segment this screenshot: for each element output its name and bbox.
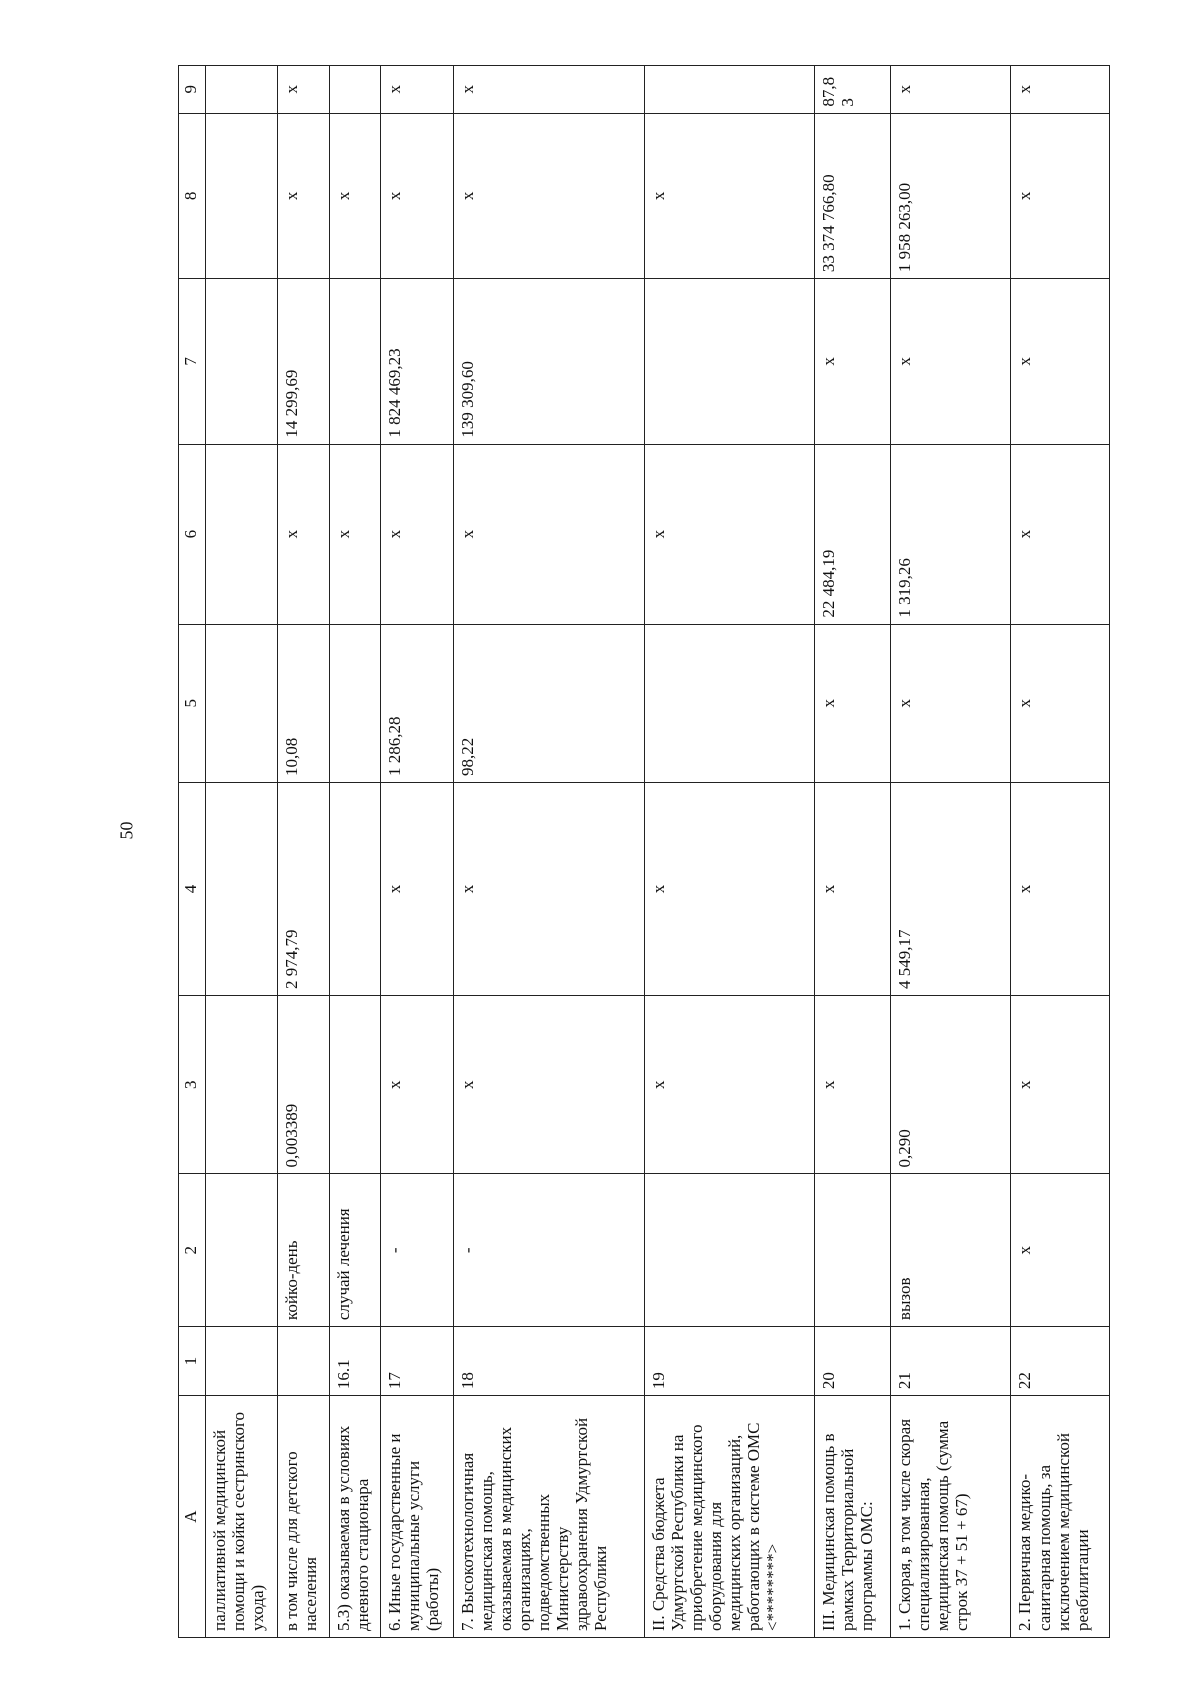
table-cell: 21 <box>891 1327 1011 1396</box>
table-cell: x <box>453 995 644 1174</box>
table-cell: x <box>278 66 329 114</box>
table-cell: x <box>814 995 891 1174</box>
table-cell <box>206 1174 278 1327</box>
table-cell: x <box>278 113 329 279</box>
table-cell <box>206 444 278 624</box>
table-header-row <box>179 66 206 1638</box>
table-cell: x <box>645 444 815 624</box>
table-cell: x <box>645 782 815 995</box>
column-header: 7 <box>179 279 206 445</box>
table-cell: - <box>453 1174 644 1327</box>
column-header: 5 <box>179 624 206 782</box>
table-cell <box>645 279 815 445</box>
table-row <box>645 66 815 1638</box>
table-cell: x <box>1011 66 1110 114</box>
table-cell: 14 299,69 <box>278 279 329 445</box>
table-cell: x <box>814 279 891 445</box>
table-cell: 18 <box>453 1327 644 1396</box>
table-cell: x <box>814 624 891 782</box>
table-cell: x <box>1011 995 1110 1174</box>
table-row <box>206 66 278 1638</box>
table-cell: x <box>1011 782 1110 995</box>
row-label: 2. Первичная медико-санитарная помощь, за исключением медицинской реабилитации <box>1011 1396 1110 1638</box>
table-cell <box>278 1327 329 1396</box>
column-header: 9 <box>179 66 206 114</box>
page-number: 50 <box>116 821 137 840</box>
row-label: II. Средства бюджета Удмуртской Республики на приобретение медицинского оборудования для медицинских организаций, работающих в системе ОМС <********> <box>645 1396 815 1638</box>
table-cell: случай лечения <box>329 1174 380 1327</box>
table-cell <box>645 1174 815 1327</box>
table-cell: x <box>645 995 815 1174</box>
table-cell: x <box>453 444 644 624</box>
table-cell: x <box>381 995 453 1174</box>
row-label: 1. Скорая, в том числе скорая специализированная, медицинская помощь (сумма строк 37 + 51 + 67) <box>891 1396 1011 1638</box>
table-cell: 139 309,60 <box>453 279 644 445</box>
column-header: 4 <box>179 782 206 995</box>
table-cell <box>206 995 278 1174</box>
table-cell: x <box>381 113 453 279</box>
table-row <box>891 66 1011 1638</box>
table-cell <box>329 782 380 995</box>
table-row <box>278 66 329 1638</box>
table-cell: x <box>645 113 815 279</box>
table-cell: x <box>329 444 380 624</box>
table-cell: x <box>329 113 380 279</box>
table-cell: x <box>1011 444 1110 624</box>
column-header: 3 <box>179 995 206 1174</box>
financing-table <box>178 65 1110 1638</box>
row-label: 5.3) оказываемая в условиях дневного стационара <box>329 1396 380 1638</box>
table-cell: x <box>381 444 453 624</box>
table-cell <box>206 66 278 114</box>
table-cell <box>206 279 278 445</box>
table-cell <box>645 66 815 114</box>
table-cell: x <box>1011 624 1110 782</box>
table-cell: 22 <box>1011 1327 1110 1396</box>
table-row <box>1011 66 1110 1638</box>
table-cell: x <box>453 66 644 114</box>
table-cell: x <box>1011 113 1110 279</box>
column-header: 2 <box>179 1174 206 1327</box>
table-cell: x <box>381 782 453 995</box>
table-cell: 0,290 <box>891 995 1011 1174</box>
table-cell <box>329 279 380 445</box>
table-cell: x <box>1011 279 1110 445</box>
table-cell: 1 286,28 <box>381 624 453 782</box>
table-cell <box>329 66 380 114</box>
table-cell <box>645 624 815 782</box>
table-cell: 19 <box>645 1327 815 1396</box>
table-cell: 1 958 263,00 <box>891 113 1011 279</box>
table-cell: 20 <box>814 1327 891 1396</box>
table-cell: 1 824 469,23 <box>381 279 453 445</box>
table-cell: x <box>891 279 1011 445</box>
rotated-table-container <box>178 65 1110 1638</box>
table-cell: 0,003389 <box>278 995 329 1174</box>
row-label: в том числе для детского населения <box>278 1396 329 1638</box>
table-cell: 4 549,17 <box>891 782 1011 995</box>
table-cell: 87,83 <box>814 66 891 114</box>
table-cell <box>206 113 278 279</box>
column-header: 1 <box>179 1327 206 1396</box>
table-cell: койко-день <box>278 1174 329 1327</box>
table-cell: 98,22 <box>453 624 644 782</box>
row-label: 6. Иные государственные и муниципальные услуги (работы) <box>381 1396 453 1638</box>
table-cell: 17 <box>381 1327 453 1396</box>
table-row <box>329 66 380 1638</box>
table-cell: x <box>891 66 1011 114</box>
table-cell: 10,08 <box>278 624 329 782</box>
table-cell <box>206 782 278 995</box>
row-label: III. Медицинская помощь в рамках Территориальной программы ОМС: <box>814 1396 891 1638</box>
table-cell: 1 319,26 <box>891 444 1011 624</box>
table-cell <box>814 1174 891 1327</box>
table-cell: - <box>381 1174 453 1327</box>
table-cell <box>329 995 380 1174</box>
table-cell: x <box>381 66 453 114</box>
table-cell: вызов <box>891 1174 1011 1327</box>
table-row <box>453 66 644 1638</box>
table-cell: x <box>278 444 329 624</box>
table-cell: x <box>453 782 644 995</box>
table-cell: 22 484,19 <box>814 444 891 624</box>
table-cell <box>206 624 278 782</box>
table-cell: 33 374 766,80 <box>814 113 891 279</box>
table-cell: x <box>891 624 1011 782</box>
table-cell: 16.1 <box>329 1327 380 1396</box>
table-cell: x <box>814 782 891 995</box>
table-cell: x <box>1011 1174 1110 1327</box>
table-row <box>814 66 891 1638</box>
column-header: 8 <box>179 113 206 279</box>
table-cell: x <box>453 113 644 279</box>
table-row <box>381 66 453 1638</box>
table-cell: 2 974,79 <box>278 782 329 995</box>
column-header: A <box>179 1396 206 1638</box>
row-label: паллиативной медицинской помощи и койки сестринского ухода) <box>206 1396 278 1638</box>
column-header: 6 <box>179 444 206 624</box>
table-cell <box>206 1327 278 1396</box>
table-cell <box>329 624 380 782</box>
row-label: 7. Высокотехнологичная медицинская помощь, оказываемая в медицинских организациях, подведомственных Министерству здравоохранения Удмуртской Республики <box>453 1396 644 1638</box>
